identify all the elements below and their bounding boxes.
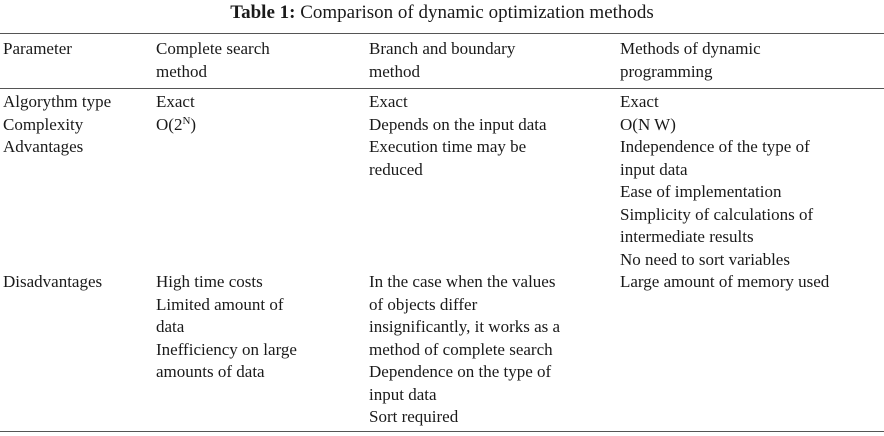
table-caption-label: Table 1:: [230, 2, 296, 23]
table-top-rule: [0, 33, 884, 34]
advantages-dp-line: Simplicity of calculations of: [620, 204, 814, 224]
table-caption: [0, 1, 884, 25]
advantages-branch-line: reduced: [369, 159, 423, 179]
cell-disadvantages-complete-search: [156, 271, 297, 384]
header-branch-boundary: [369, 38, 515, 83]
disadvantages-complete-line: Limited amount of: [156, 294, 284, 314]
header-complete-search: [156, 38, 270, 83]
complexity-close: ): [190, 115, 197, 134]
header-branch-boundary-line: Branch and boundary: [369, 39, 516, 58]
advantages-dp-line: Ease of implementation: [620, 182, 782, 201]
cell-advantages-dynamic-programming: [620, 136, 813, 271]
header-parameter: [3, 38, 72, 61]
cell-algorithm-type-complete-search: Exact: [156, 92, 195, 111]
advantages-dp-line: intermediate results: [620, 227, 754, 246]
complexity-exponent: N: [182, 115, 191, 127]
advantages-branch-line: Execution time may be: [369, 137, 527, 156]
table-bottom-rule: [0, 431, 884, 432]
disadvantages-complete-line: amounts of data: [156, 362, 265, 381]
disadvantages-branch-line: Dependence on the type of: [369, 362, 552, 381]
cell-disadvantages-dynamic-programming: Large amount of memory used: [620, 272, 830, 291]
complexity-base: O(2: [156, 115, 183, 134]
row-label-advantages: Advantages: [3, 137, 84, 156]
cell-complexity-dynamic-programming: O(N W): [620, 115, 676, 134]
table-caption-title: Comparison of dynamic optimization methods: [300, 2, 654, 23]
header-dynamic-programming-line: programming: [620, 61, 713, 81]
disadvantages-complete-line: High time costs: [156, 272, 263, 291]
disadvantages-branch-line: Sort required: [369, 407, 459, 426]
header-dynamic-programming-line: Methods of dynamic: [620, 39, 761, 58]
disadvantages-branch-line: of objects differ: [369, 294, 478, 314]
disadvantages-complete-line: Inefficiency on large: [156, 339, 297, 359]
row-label-disadvantages: Disadvantages: [3, 272, 103, 291]
row-label-complexity: Complexity: [3, 115, 84, 134]
disadvantages-complete-line: data: [156, 317, 185, 336]
cell-algorithm-type-branch-boundary: Exact: [369, 92, 408, 111]
disadvantages-branch-line: method of complete search: [369, 339, 553, 359]
advantages-dp-line: Independence of the type of: [620, 137, 810, 156]
cell-advantages-branch-boundary: [369, 136, 526, 181]
cell-complexity-complete-search: [156, 114, 196, 137]
header-complete-search-line: Complete search: [156, 39, 270, 58]
header-dynamic-programming: [620, 38, 761, 83]
advantages-dp-line: input data: [620, 159, 688, 179]
header-branch-boundary-line: method: [369, 61, 420, 81]
cell-algorithm-type-dynamic-programming: Exact: [620, 92, 659, 111]
row-label-algorithm-type: Algorythm type: [3, 92, 112, 111]
advantages-dp-line: No need to sort variables: [620, 249, 790, 269]
header-complete-search-line: method: [156, 61, 207, 81]
disadvantages-branch-line: insignificantly, it works as a: [369, 317, 561, 336]
table-header-rule: [0, 88, 884, 89]
header-parameter-text: Parameter: [3, 39, 72, 58]
cell-complexity-branch-boundary: Depends on the input data: [369, 115, 547, 134]
disadvantages-branch-line: input data: [369, 384, 437, 404]
cell-disadvantages-branch-boundary: [369, 271, 560, 429]
disadvantages-branch-line: In the case when the values: [369, 272, 556, 291]
